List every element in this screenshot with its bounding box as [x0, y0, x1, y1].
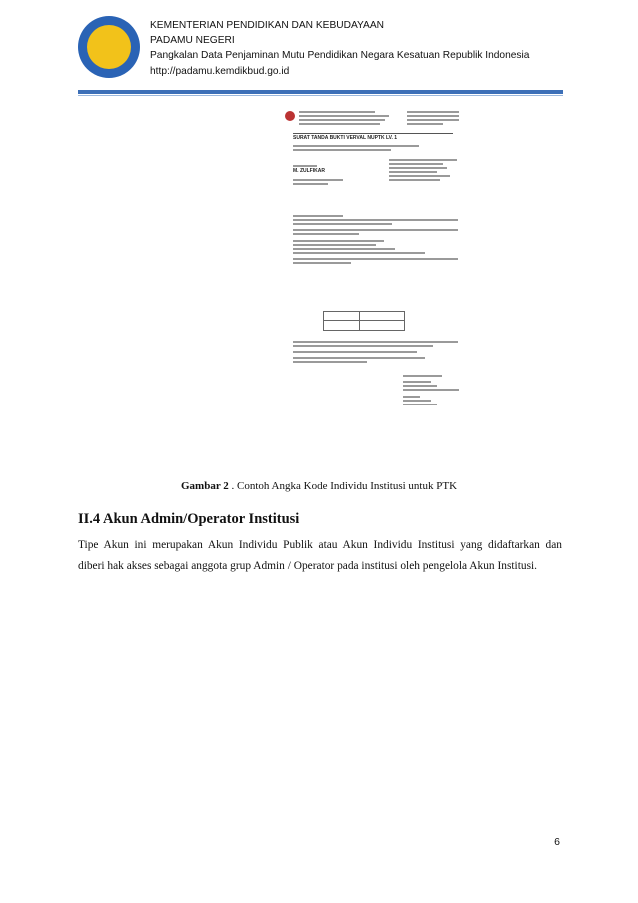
paragraph-line-1: Tipe Akun ini merupakan Akun Individu Publik atau Akun Individu Institusi yang didaftarkan dan — [78, 539, 562, 551]
header-line-url: http://padamu.kemdikbud.go.id — [150, 65, 290, 77]
header-line-description: Pangkalan Data Penjaminan Mutu Pendidikan Negara Kesatuan Republik Indonesia — [150, 50, 530, 62]
document-header — [150, 18, 529, 79]
letter-emblem-icon — [285, 111, 295, 121]
kemdikbud-logo — [78, 16, 140, 78]
figure-caption — [0, 480, 638, 492]
header-divider-thin — [78, 95, 563, 96]
header-line-program: PADAMU NEGERI — [150, 35, 235, 47]
header-line-ministry: KEMENTERIAN PENDIDIKAN DAN KEBUDAYAAN — [150, 20, 384, 31]
paragraph-line-2: diberi hak akses sebagai anggota grup Admin / Operator pada institusi oleh pengelola Akun Institusi. — [78, 560, 538, 572]
body-paragraph — [78, 535, 562, 577]
caption-label: Gambar 2 — [180, 480, 229, 492]
header-divider — [78, 90, 563, 94]
section-heading: II.4 Akun Admin/Operator Institusi — [78, 511, 300, 527]
page-number: 6 — [554, 836, 560, 848]
scanned-letter-figure — [283, 105, 461, 405]
scan-title: SURAT TANDA BUKTI VERVAL NUPTK LV. 1 — [293, 135, 398, 141]
caption-text: . Contoh Angka Kode Individu Institusi untuk PTK — [228, 480, 458, 492]
scan-recipient-name: M. ZULFIKAR — [293, 168, 325, 174]
